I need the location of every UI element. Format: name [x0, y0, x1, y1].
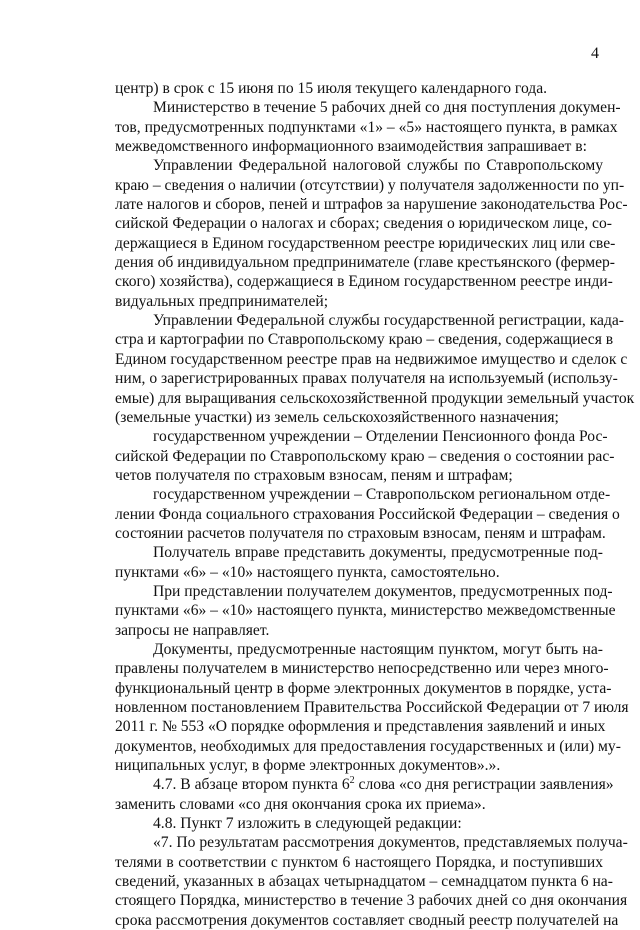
text-line: запросы не направляет.: [115, 621, 270, 639]
text-line: стоящего Порядка, министерство в течение 3 рабочих дней со дня окончания: [115, 892, 628, 910]
text-line: Управлении Федеральной налоговой службы по Ставропольскому: [153, 157, 603, 175]
text-line: «7. По результатам рассмотрения документов, представляемых получа-: [153, 834, 628, 852]
text-line: Министерство в течение 5 рабочих дней со дня поступления докумен-: [153, 99, 621, 117]
text-line: емые) для выращивания сельскохозяйственной продукции земельный участок: [115, 389, 635, 407]
page-number: 4: [591, 45, 599, 62]
text-line: сведений, указанных в абзацах четырнадцатом – семнадцатом пункта 6 на-: [115, 873, 613, 891]
text-line: Получатель вправе представить документы, предусмотренные под-: [153, 544, 603, 562]
text-line: функциональный центр в форме электронных документов в порядке, уста-: [115, 679, 612, 697]
text-line: правлены получателем в министерство непосредственно или через много-: [115, 660, 609, 678]
text-line: сийской Федерации по Ставропольскому краю – сведения о состоянии рас-: [115, 447, 615, 465]
text-line: заменить словами «со дня окончания срока их приема».: [115, 795, 486, 813]
text-line: межведомственного информационного взаимодействия запрашивает в:: [115, 138, 587, 156]
text-line: держащиеся в Едином государственном реестре юридических лиц или све-: [115, 234, 616, 252]
text-line: ним, о зарегистрированных правах получателя на используемый (использу-: [115, 370, 618, 388]
text-line: ского) хозяйства), содержащиеся в Едином государственном реестре инди-: [115, 273, 613, 291]
text-line: Документы, предусмотренные настоящим пунктом, могут быть на-: [153, 640, 603, 658]
text-line: 4.8. Пункт 7 изложить в следующей редакции:: [153, 815, 462, 833]
text-line: При представлении получателем документов, предусмотренных под-: [153, 582, 613, 600]
text-line: пунктами «6» – «10» настоящего пункта, самостоятельно.: [115, 563, 500, 581]
text-line: четов получателя по страховым взносам, пеням и штрафам;: [115, 466, 513, 484]
text-line: документов, необходимых для предоставления государственных и (или) му-: [115, 737, 621, 755]
text-line: пунктами «6» – «10» настоящего пункта, министерство межведомственные: [115, 602, 616, 620]
text-line: сийской Федерации о налогах и сборах; сведения о юридическом лице, со-: [115, 215, 612, 233]
text-line: лении Фонда социального страхования Российской Федерации – сведения о: [115, 505, 620, 523]
text-line: состоянии расчетов получателя по страховым взносам, пеням и штрафам.: [115, 524, 606, 542]
text-line: тов, предусмотренных подпунктами «1» – «5» настоящего пункта, в рамках: [115, 118, 618, 136]
text-line: (земельные участки) из земель сельскохозяйственного назначения;: [115, 408, 559, 426]
text-line: государственном учреждении – Ставропольском региональном отде-: [153, 486, 611, 504]
text-line: 2011 г. № 553 «О порядке оформления и представления заявлений и иных: [115, 718, 606, 736]
text-line: центр) в срок с 15 июня по 15 июля текущего календарного года.: [115, 80, 548, 97]
text-line: краю – сведения о наличии (отсутствии) у получателя задолженности по уп-: [115, 176, 625, 194]
text-line: новленном постановлением Правительства Российской Федерации от 7 июля: [115, 699, 629, 716]
text-line: ниципальных услуг, в форме электронных документов».».: [115, 757, 501, 775]
text-line: государственном учреждении – Отделении Пенсионного фонда Рос-: [153, 428, 608, 446]
text-line: лате налогов и сборов, пеней и штрафов за нарушение законодательства Рос-: [115, 196, 628, 214]
text-line: стра и картографии по Ставропольскому краю – сведения, содержащиеся в: [115, 331, 614, 349]
superscript: 2: [349, 775, 355, 787]
text-line: Едином государственном реестре прав на недвижимое имущество и сделок с: [115, 350, 628, 368]
text-line: [153, 775, 614, 794]
text-line: Управлении Федеральной службы государственной регистрации, када-: [153, 312, 625, 330]
text-line: видуальных предпринимателей;: [115, 292, 329, 310]
document-body: [0, 79, 640, 930]
text-segment: 4.7. В абзаце втором пункта 6: [153, 776, 350, 794]
text-line: дения об индивидуальном предпринимателе (главе крестьянского (фермер-: [115, 254, 615, 272]
text-segment: слова «со дня регистрации заявления»: [354, 776, 614, 794]
text-line: телями в соответствии с пунктом 6 настоящего Порядка, и поступивших: [115, 853, 603, 871]
text-line: срока рассмотрения документов составляет сводный реестр получателей на: [115, 911, 619, 929]
